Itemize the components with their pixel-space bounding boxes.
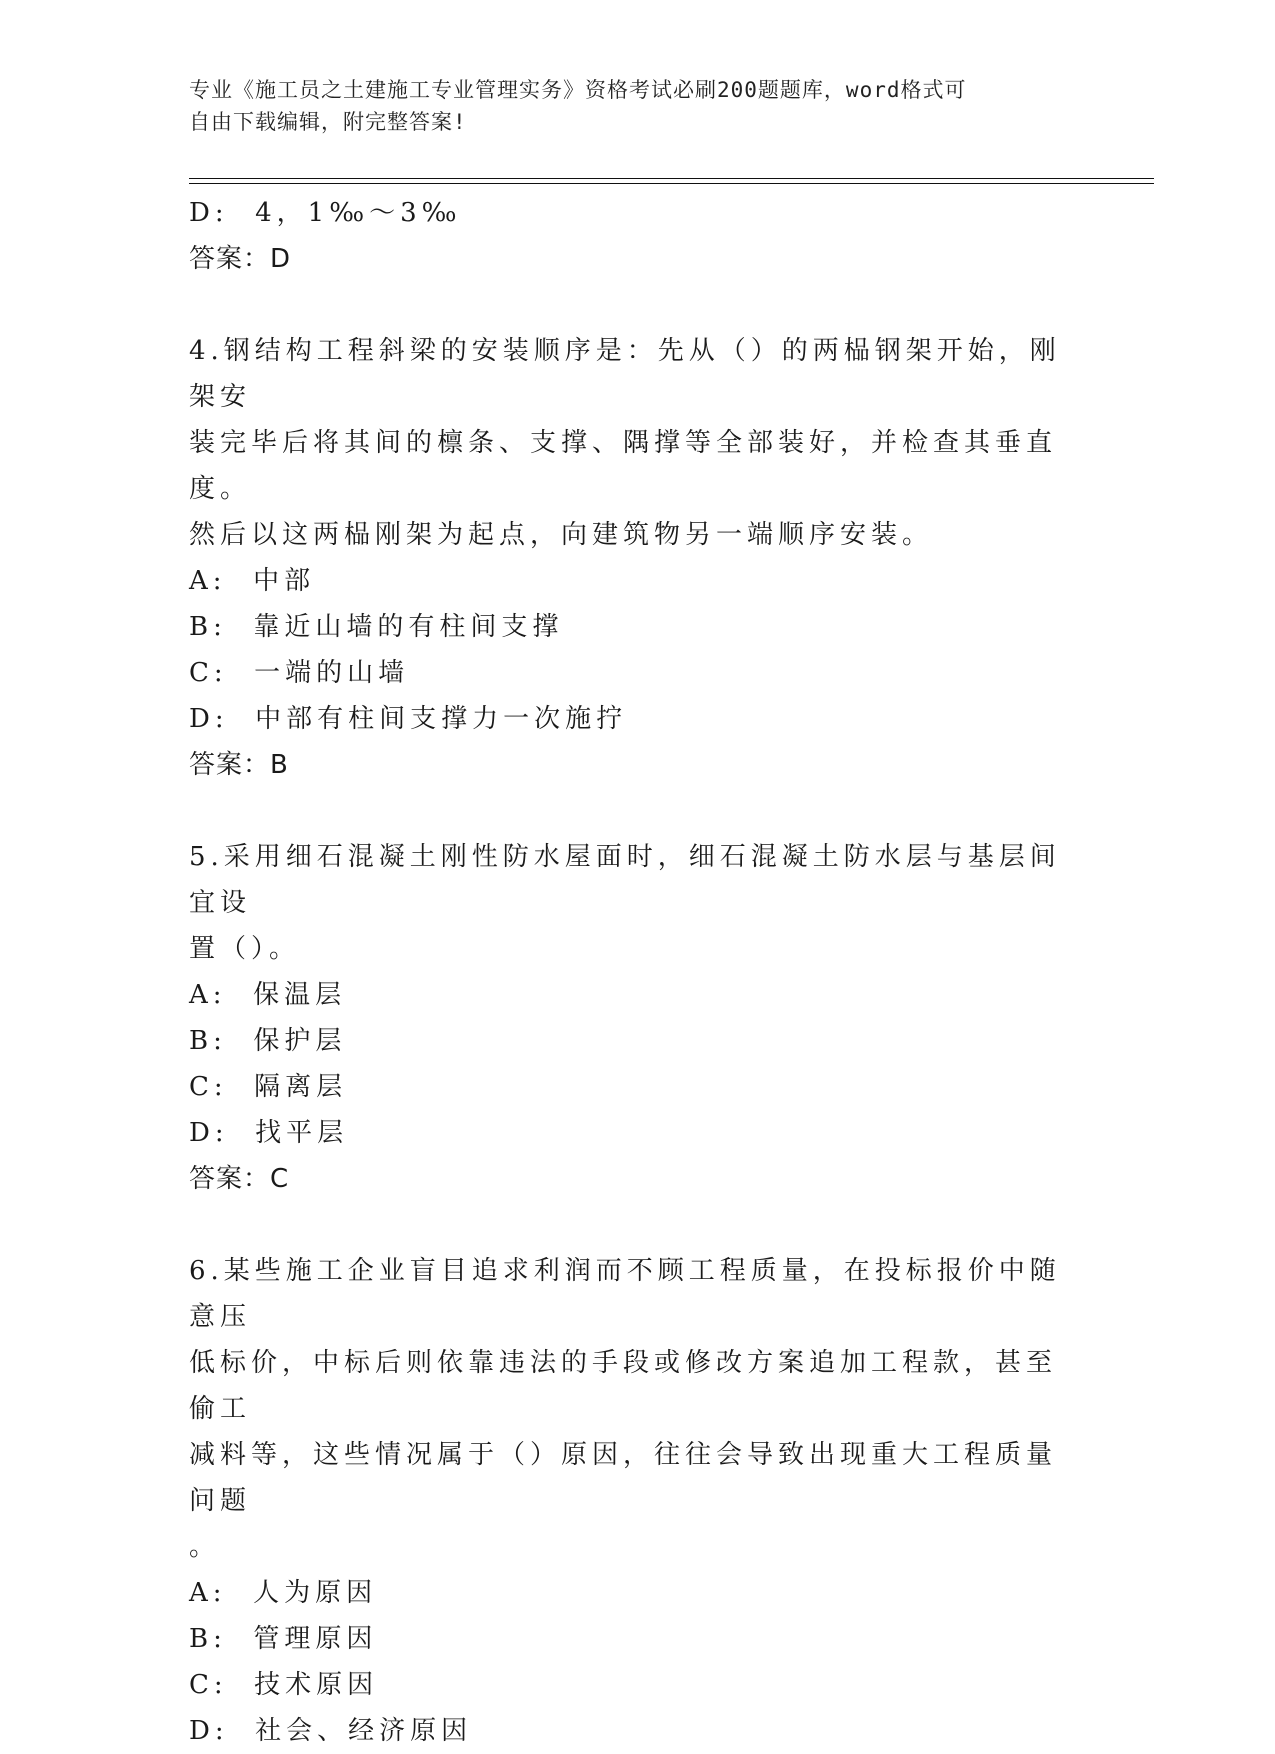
question-5 [189, 834, 1069, 1202]
option-d: D: 中部有柱间支撑力一次施拧 [189, 704, 628, 734]
option-a: A: 保温层 [189, 980, 347, 1010]
spacer [189, 788, 1069, 834]
question-4 [189, 328, 1069, 788]
question-text-line: 装完毕后将其间的檩条、支撑、隅撑等全部装好，并检查其垂直度。 [189, 428, 1058, 504]
option-d: D: 社会、经济原因 [189, 1716, 473, 1746]
option-d: D: 找平层 [189, 1118, 349, 1148]
header-title-line-1: 专业《施工员之土建施工专业管理实务》资格考试必刷200题题库，word格式可 [189, 78, 967, 102]
option-c: C: 技术原因 [189, 1670, 379, 1700]
question-text-line: 5.采用细石混凝土刚性防水屋面时，细石混凝土防水层与基层间宜设 [189, 842, 1061, 918]
header-divider-bottom [189, 183, 1154, 184]
answer-line: 答案：D [189, 244, 292, 274]
question-list [189, 190, 1069, 1754]
question-text-line: 4.钢结构工程斜梁的安装顺序是：先从（）的两榀钢架开始，刚架安 [189, 336, 1061, 412]
document-header [189, 74, 1069, 138]
option-b: B: 保护层 [189, 1026, 347, 1056]
option-b: B: 管理原因 [189, 1624, 378, 1654]
answer-line: 答案：C [189, 1164, 290, 1194]
question-text-line: 减料等，这些情况属于（）原因，往往会导致出现重大工程质量问题 [189, 1440, 1058, 1516]
answer-line: 答案：B [189, 750, 289, 780]
question-text-line: 。 [189, 1532, 221, 1562]
option-b: B: 靠近山墙的有柱间支撑 [189, 612, 564, 642]
question-text-line: 6.某些施工企业盲目追求利润而不顾工程质量，在投标报价中随意压 [189, 1256, 1061, 1332]
option-a: A: 中部 [189, 566, 316, 596]
question-6 [189, 1248, 1069, 1754]
question-text-line: 低标价，中标后则依靠违法的手段或修改方案追加工程款，甚至偷工 [189, 1348, 1058, 1424]
header-title-line-2: 自由下载编辑，附完整答案! [189, 110, 467, 134]
spacer [189, 282, 1069, 328]
header-divider-top [189, 178, 1154, 179]
option-c: C: 一端的山墙 [189, 658, 410, 688]
question-text-line: 置（）。 [189, 934, 301, 964]
option-a: A: 人为原因 [189, 1578, 378, 1608]
question-3-tail [189, 190, 1069, 282]
option-c: C: 隔离层 [189, 1072, 348, 1102]
option-d: D: 4，1‰～3‰ [189, 198, 462, 228]
question-text-line: 然后以这两榀刚架为起点，向建筑物另一端顺序安装。 [189, 520, 934, 550]
spacer [189, 1202, 1069, 1248]
